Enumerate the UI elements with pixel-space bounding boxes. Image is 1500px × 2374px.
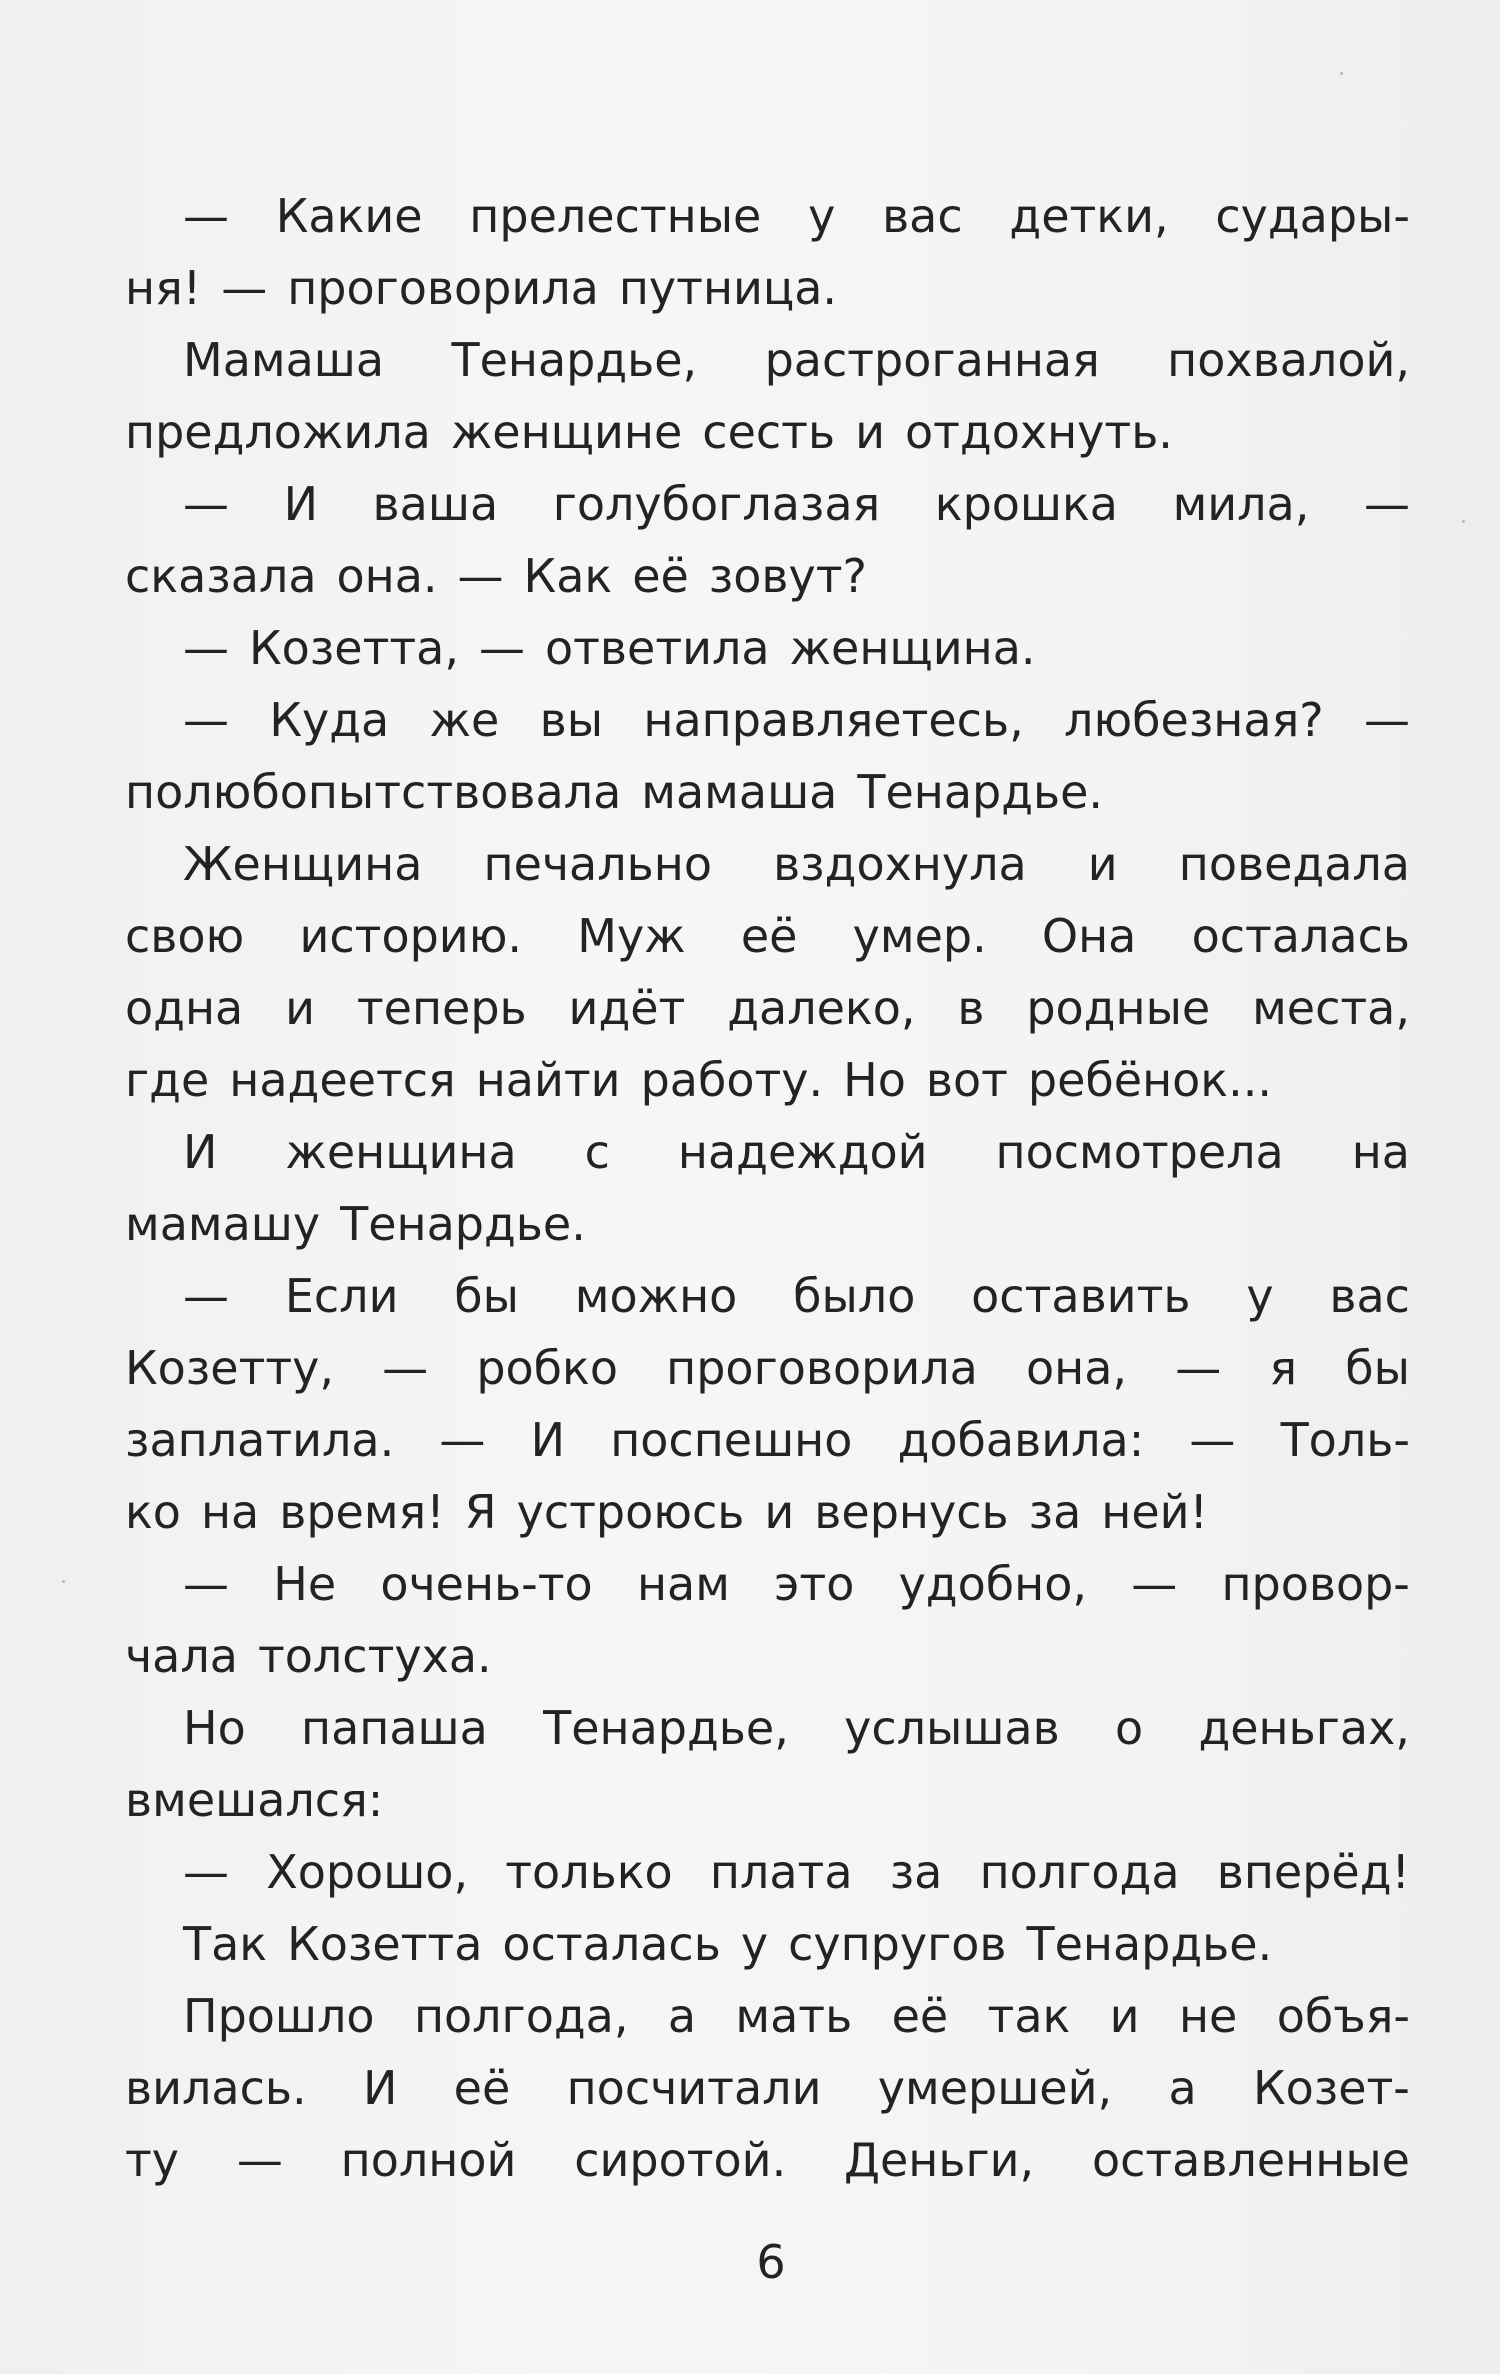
word: Не	[273, 1557, 337, 1611]
text-line	[125, 324, 1410, 396]
paper-speck	[1340, 72, 1343, 75]
word: —	[1363, 477, 1410, 531]
word: и	[1087, 837, 1118, 891]
word: Козетта,	[249, 621, 459, 675]
text-line	[125, 1188, 1410, 1260]
word: папаша	[301, 1701, 488, 1755]
word: она,	[1026, 1341, 1128, 1395]
word: заплатила.	[125, 1413, 395, 1467]
word: любезная?	[1064, 693, 1324, 747]
word: вас	[1329, 1269, 1410, 1323]
word: работу.	[640, 1053, 824, 1107]
paper-speck	[1462, 520, 1465, 523]
word: растроганная	[764, 333, 1100, 387]
word: нам	[636, 1557, 730, 1611]
text-line	[125, 540, 1410, 612]
word: —	[183, 1557, 229, 1611]
word: идёт	[568, 981, 686, 1035]
word: предложила	[125, 405, 431, 459]
word: так	[987, 1989, 1071, 2043]
text-line	[125, 1980, 1410, 2052]
text-line	[125, 1764, 1410, 1836]
word: —	[1175, 1341, 1222, 1395]
text-line	[125, 252, 1410, 324]
word: И	[283, 477, 318, 531]
word: мамаша	[641, 765, 838, 819]
word: И	[362, 2061, 398, 2115]
word: у	[740, 1917, 769, 1971]
word: поведала	[1178, 837, 1410, 891]
word: —	[183, 693, 229, 747]
word: поспешно	[610, 1413, 853, 1467]
word: умер.	[852, 909, 987, 963]
word: женщине	[450, 405, 683, 459]
word: —	[439, 1413, 486, 1467]
word: Куда	[269, 693, 390, 747]
word: —	[236, 2133, 283, 2187]
word: направляетесь,	[643, 693, 1024, 747]
word: полгода	[979, 1845, 1180, 1899]
word: где	[125, 1053, 210, 1107]
word: супругов	[788, 1917, 1007, 1971]
word: —	[478, 621, 525, 675]
word: её	[891, 1989, 949, 2043]
word: на	[1351, 1125, 1410, 1179]
text-line	[125, 1476, 1410, 1548]
word: же	[429, 693, 500, 747]
word: —	[221, 261, 268, 315]
word: Козетту,	[125, 1341, 334, 1395]
word: крошка	[934, 477, 1118, 531]
text-line	[125, 1836, 1410, 1908]
word: Женщина	[183, 837, 423, 891]
text-line	[125, 1404, 1410, 1476]
word: Деньги,	[844, 2133, 1035, 2187]
word: женщина.	[789, 621, 1036, 675]
text-line	[125, 1620, 1410, 1692]
word: мамашу	[125, 1197, 321, 1251]
text-line	[125, 1260, 1410, 1332]
word: полной	[340, 2133, 517, 2187]
text-line	[125, 1044, 1410, 1116]
word: устроюсь	[516, 1485, 745, 1539]
word: её	[453, 2061, 511, 2115]
word: за	[889, 1845, 943, 1899]
word: Хорошо,	[266, 1845, 469, 1899]
word: её	[740, 909, 798, 963]
word: отдохнуть.	[904, 405, 1173, 459]
text-line	[125, 828, 1410, 900]
word: прелестные	[469, 189, 762, 243]
text-line	[125, 1332, 1410, 1404]
word: ваша	[372, 477, 499, 531]
word: детки,	[1009, 189, 1169, 243]
word: Но	[843, 1053, 906, 1107]
word: теперь	[356, 981, 527, 1035]
word: а	[1168, 2061, 1197, 2115]
word: свою	[125, 909, 245, 963]
word: Тенардье.	[1026, 1917, 1273, 1971]
word: полгода,	[413, 1989, 629, 2043]
word: Козетта	[287, 1917, 483, 1971]
text-line	[125, 1116, 1410, 1188]
word: ня!	[125, 261, 202, 315]
word: голубоглазая	[552, 477, 881, 531]
word: похвалой,	[1167, 333, 1410, 387]
word: вернусь	[814, 1485, 1009, 1539]
word: Я	[464, 1485, 497, 1539]
word: посмотрела	[995, 1125, 1284, 1179]
word: добавила:	[897, 1413, 1145, 1467]
word: —	[183, 1845, 229, 1899]
word: осталась	[502, 1917, 721, 1971]
word: деньгах,	[1198, 1701, 1410, 1755]
word: надеется	[229, 1053, 456, 1107]
word: путница.	[618, 261, 838, 315]
word: время!	[279, 1485, 445, 1539]
word: —	[457, 549, 504, 603]
word: за	[1028, 1485, 1082, 1539]
word: вилась.	[125, 2061, 307, 2115]
word: умершей,	[877, 2061, 1113, 2115]
word: бы	[1345, 1341, 1410, 1395]
body-text	[125, 180, 1410, 2196]
word: сесть	[702, 405, 836, 459]
word: вздохнула	[773, 837, 1027, 891]
text-line	[125, 468, 1410, 540]
word: услышав	[844, 1701, 1060, 1755]
word: полюбопытствовала	[125, 765, 622, 819]
word: Тенардье.	[340, 1197, 586, 1251]
text-line	[125, 1548, 1410, 1620]
word: Если	[284, 1269, 399, 1323]
word: мать	[735, 1989, 853, 2043]
word: бы	[454, 1269, 519, 1323]
text-line	[125, 900, 1410, 972]
word: места,	[1252, 981, 1410, 1035]
word: Тенардье.	[857, 765, 1104, 819]
word: Козет-	[1252, 2061, 1410, 2115]
page-number: 6	[756, 2235, 786, 2289]
word: толстуха.	[257, 1629, 492, 1683]
word: печально	[483, 837, 712, 891]
word: —	[1363, 693, 1410, 747]
word: это	[774, 1557, 855, 1611]
text-line	[125, 1692, 1410, 1764]
word: вот	[925, 1053, 1008, 1107]
word: И	[183, 1125, 218, 1179]
word: я	[1269, 1341, 1298, 1395]
word: провор-	[1221, 1557, 1410, 1611]
word: объя-	[1276, 1989, 1410, 2043]
word: надеждой	[677, 1125, 928, 1179]
word: Муж	[577, 909, 686, 963]
word: родные	[1026, 981, 1211, 1035]
text-line	[125, 2124, 1410, 2196]
word: найти	[475, 1053, 621, 1107]
word: ту	[125, 2133, 180, 2187]
word: Так	[183, 1917, 268, 1971]
word: историю.	[299, 909, 523, 963]
word: осталась	[1191, 909, 1410, 963]
word: очень-то	[380, 1557, 593, 1611]
paper-speck	[62, 1580, 65, 1583]
text-line	[125, 1908, 1410, 1980]
word: было	[793, 1269, 916, 1323]
word: ней!	[1101, 1485, 1208, 1539]
word: проговорила	[287, 261, 599, 315]
word: Мамаша	[183, 333, 385, 387]
word: —	[183, 189, 229, 243]
word: и	[764, 1485, 795, 1539]
text-line	[125, 972, 1410, 1044]
word: в	[957, 981, 985, 1035]
word: —	[183, 477, 229, 531]
word: посчитали	[566, 2061, 822, 2115]
word: И	[530, 1413, 566, 1467]
text-line	[125, 756, 1410, 828]
text-line	[125, 612, 1410, 684]
word: робко	[476, 1341, 618, 1395]
text-line	[125, 684, 1410, 756]
text-line	[125, 180, 1410, 252]
word: вперёд!	[1216, 1845, 1410, 1899]
text-line	[125, 396, 1410, 468]
word: только	[505, 1845, 673, 1899]
word: вмешался:	[125, 1773, 384, 1827]
word: удобно,	[898, 1557, 1087, 1611]
word: одна	[125, 981, 244, 1035]
word: Она	[1041, 909, 1137, 963]
word: чала	[125, 1629, 238, 1683]
word: сиротой.	[574, 2133, 787, 2187]
word: вас	[882, 189, 963, 243]
word: Тенардье,	[451, 333, 698, 387]
word: женщина	[285, 1125, 517, 1179]
word: Как	[523, 549, 613, 603]
word: Но	[183, 1701, 246, 1755]
word: Прошло	[183, 1989, 375, 2043]
word: —	[183, 1269, 229, 1323]
word: —	[382, 1341, 429, 1395]
word: с	[584, 1125, 610, 1179]
word: плата	[709, 1845, 853, 1899]
word: судары-	[1215, 189, 1410, 243]
word: её	[632, 549, 689, 603]
word: Тенардье,	[543, 1701, 789, 1755]
word: вы	[539, 693, 604, 747]
word: Толь-	[1280, 1413, 1410, 1467]
word: мила,	[1172, 477, 1310, 531]
word: можно	[574, 1269, 738, 1323]
word: не	[1178, 1989, 1238, 2043]
word: у	[808, 189, 836, 243]
word: проговорила	[666, 1341, 978, 1395]
word: а	[667, 1989, 697, 2043]
word: и	[855, 405, 885, 459]
word: сказала	[125, 549, 317, 603]
word: и	[1109, 1989, 1140, 2043]
word: оставить	[971, 1269, 1191, 1323]
word: ответила	[544, 621, 770, 675]
text-line	[125, 2052, 1410, 2124]
word: ко	[125, 1485, 181, 1539]
word: у	[1246, 1269, 1274, 1323]
word: она.	[336, 549, 438, 603]
word: и	[285, 981, 315, 1035]
word: —	[1189, 1413, 1236, 1467]
word: о	[1115, 1701, 1144, 1755]
word: далеко,	[727, 981, 916, 1035]
word: на	[200, 1485, 260, 1539]
word: оставленные	[1091, 2133, 1410, 2187]
word: —	[183, 621, 229, 675]
word: ребёнок...	[1027, 1053, 1272, 1107]
word: —	[1131, 1557, 1178, 1611]
word: зовут?	[708, 549, 867, 603]
word: Какие	[275, 189, 423, 243]
